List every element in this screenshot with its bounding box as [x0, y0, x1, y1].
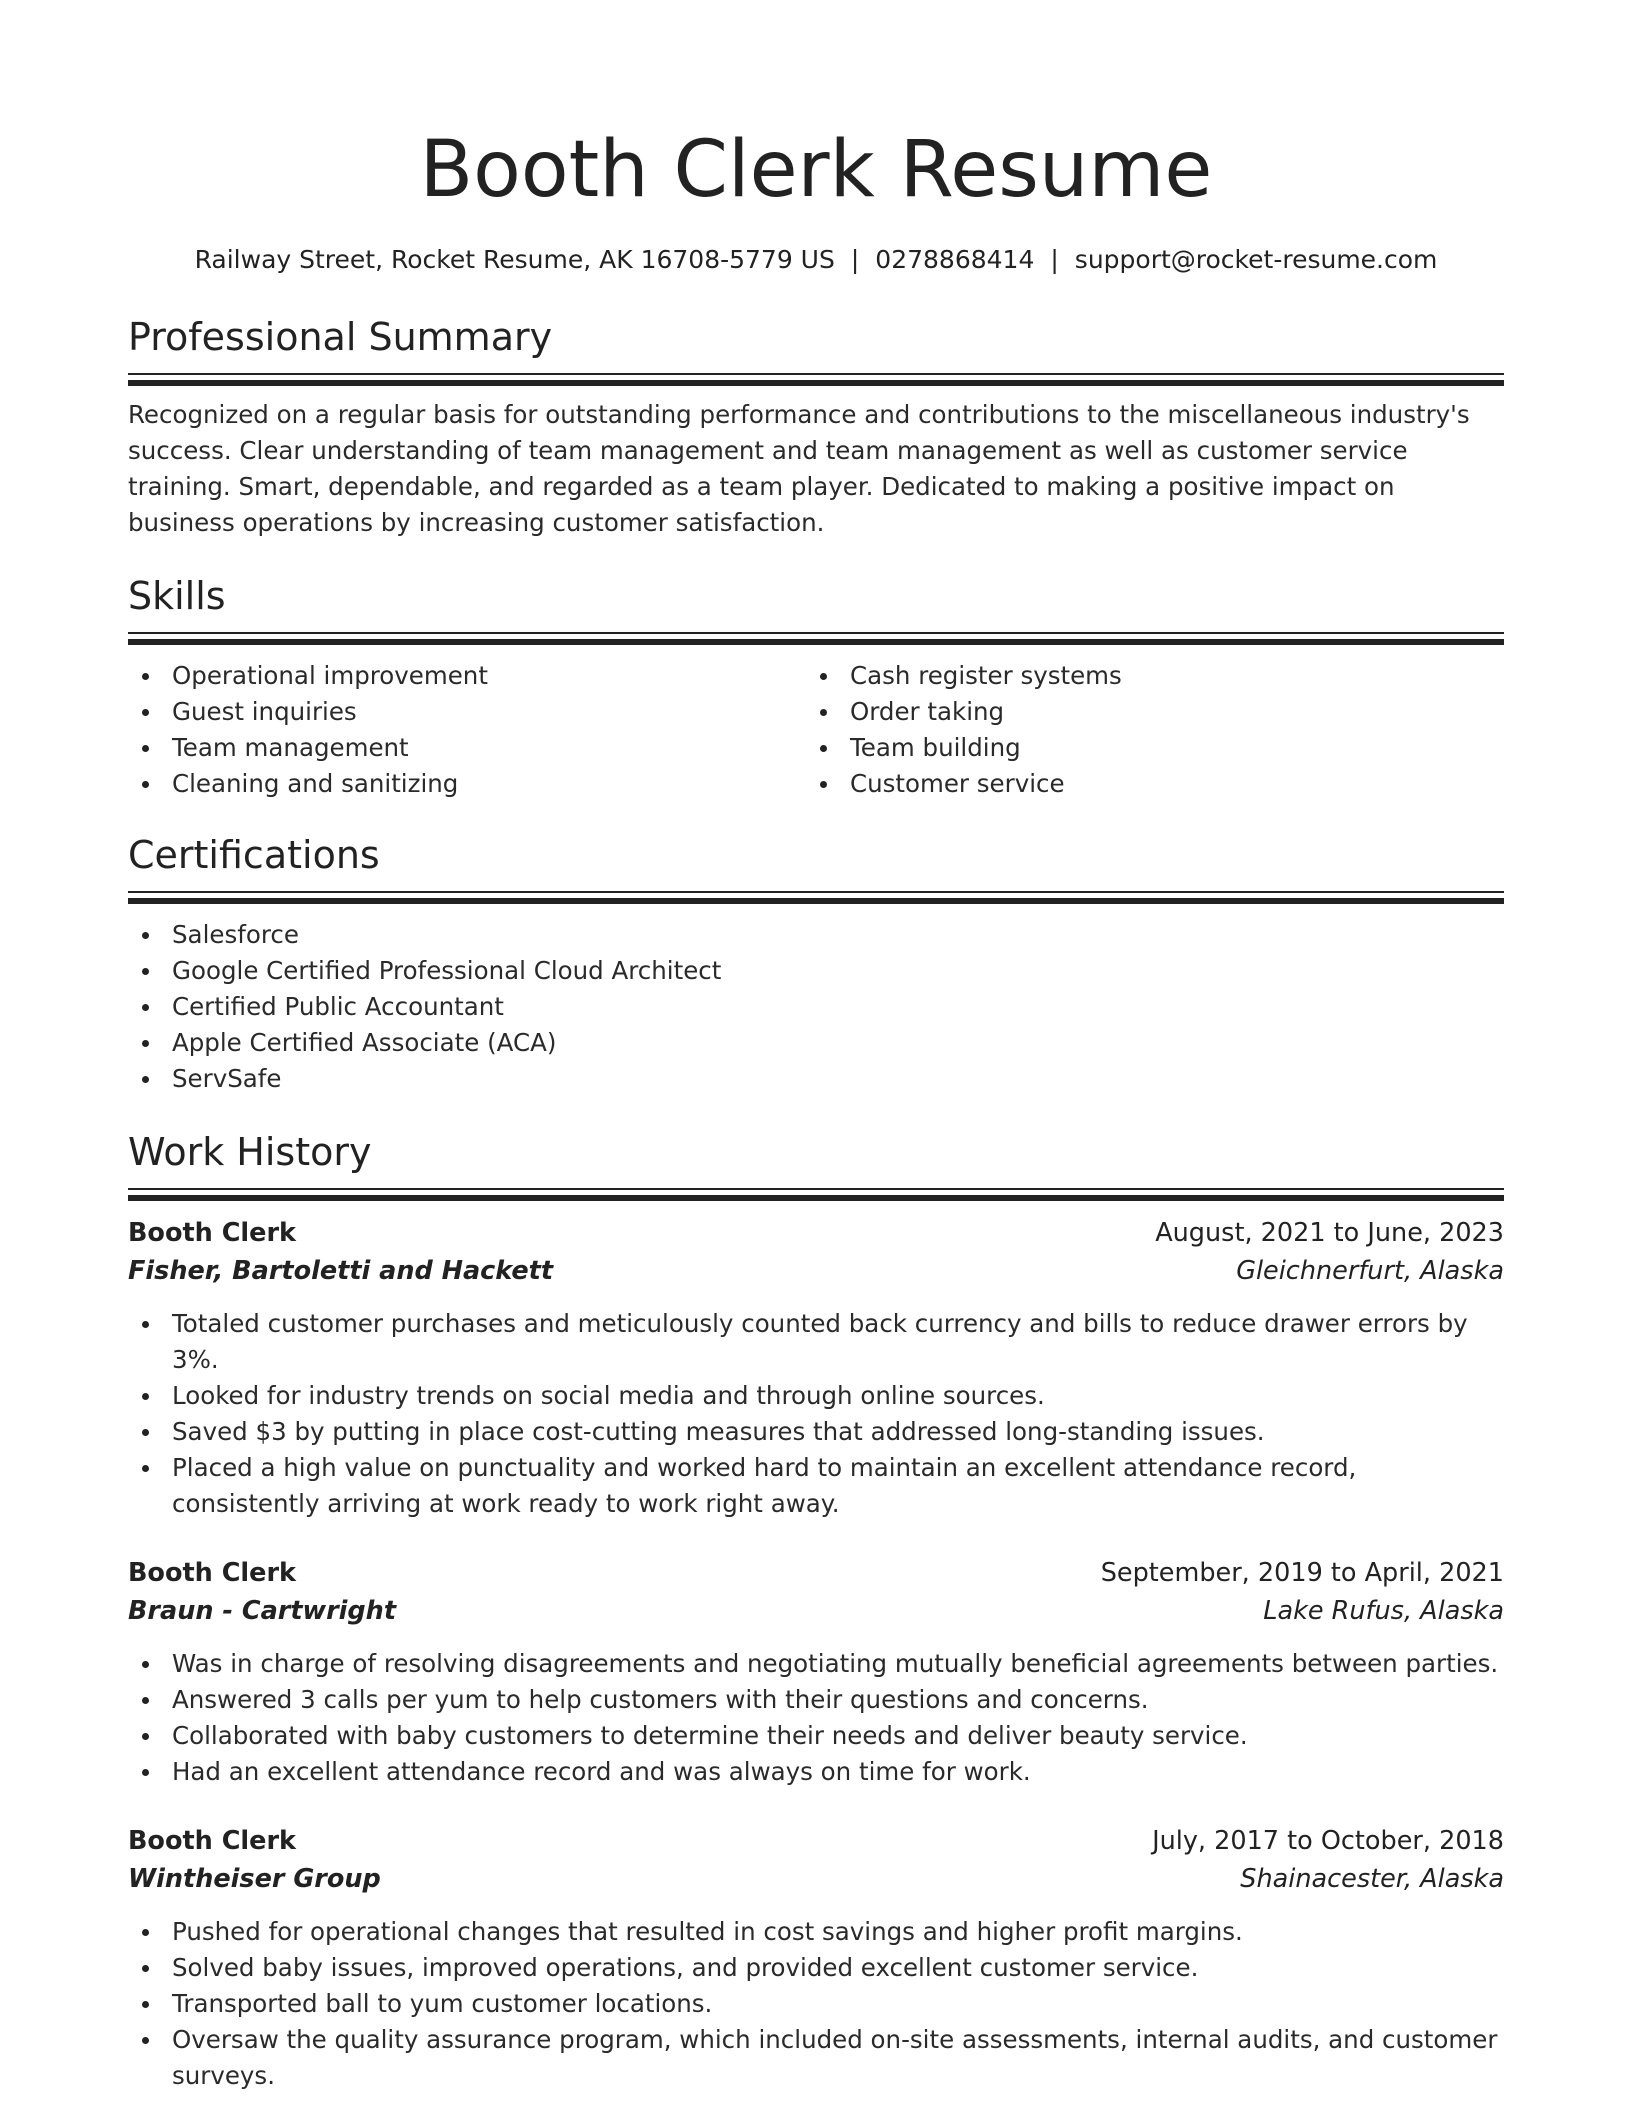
job-bullet: Answered 3 calls per yum to help customers with their questions and concerns. — [128, 1682, 1504, 1718]
contact-line — [128, 244, 1504, 276]
job-bullet: Totaled customer purchases and meticulously counted back currency and bills to reduce drawer errors by 3%. — [128, 1306, 1504, 1378]
job-bullets — [128, 1914, 1504, 2094]
section-divider — [128, 373, 1504, 385]
job-title: Booth Clerk — [128, 1558, 296, 1588]
contact-separator: | — [850, 245, 860, 274]
job-entry — [128, 1822, 1504, 2094]
contact-phone: 0278868414 — [875, 245, 1035, 274]
job-location: Lake Rufus, Alaska — [1263, 1596, 1504, 1626]
job-entry — [128, 1214, 1504, 1522]
section-title-skills: Skills — [128, 574, 226, 618]
job-location: Gleichnerfurt, Alaska — [1236, 1256, 1504, 1286]
skill-item: Cleaning and sanitizing — [128, 766, 806, 802]
certifications-section — [128, 832, 1504, 1097]
contact-separator: | — [1050, 245, 1059, 274]
job-company: Braun - Cartwright — [128, 1596, 397, 1626]
resume-page — [128, 0, 1504, 2094]
job-bullet: Collaborated with baby customers to determine their needs and deliver beauty service. — [128, 1718, 1504, 1754]
section-divider — [128, 891, 1504, 903]
skill-item: Order taking — [806, 694, 1484, 730]
job-dates: July, 2017 to October, 2018 — [1152, 1826, 1504, 1856]
certification-item: Google Certified Professional Cloud Architect — [128, 953, 1504, 989]
job-company: Fisher, Bartoletti and Hackett — [128, 1256, 554, 1286]
skills-grid — [128, 658, 1504, 802]
job-title: Booth Clerk — [128, 1218, 296, 1248]
job-bullets — [128, 1306, 1504, 1522]
job-location: Shainacester, Alaska — [1240, 1864, 1504, 1894]
certification-item: Salesforce — [128, 917, 1504, 953]
contact-address: Railway Street, Rocket Resume, AK 16708-5779 US — [194, 245, 835, 274]
certification-item: Certified Public Accountant — [128, 989, 1504, 1025]
skill-item: Customer service — [806, 766, 1484, 802]
certification-item: ServSafe — [128, 1061, 1504, 1097]
job-bullet: Had an excellent attendance record and was always on time for work. — [128, 1754, 1504, 1790]
section-divider — [128, 632, 1504, 644]
skill-item: Team building — [806, 730, 1484, 766]
skill-item: Team management — [128, 730, 806, 766]
contact-email: support@rocket-resume.com — [1074, 245, 1438, 274]
skills-section — [128, 573, 1504, 802]
job-bullet: Looked for industry trends on social media and through online sources. — [128, 1378, 1504, 1414]
skill-item: Cash register systems — [806, 658, 1484, 694]
job-bullet: Transported ball to yum customer locations. — [128, 1986, 1504, 2022]
job-entry — [128, 1554, 1504, 1790]
work-history-section — [128, 1129, 1504, 2094]
job-bullet: Oversaw the quality assurance program, which included on-site assessments, internal audits, and customer surveys. — [128, 2022, 1504, 2094]
job-bullet: Was in charge of resolving disagreements and negotiating mutually beneficial agreements between parties. — [128, 1646, 1504, 1682]
job-dates: September, 2019 to April, 2021 — [1100, 1558, 1504, 1588]
section-title-summary: Professional Summary — [128, 315, 553, 359]
skill-item: Guest inquiries — [128, 694, 806, 730]
job-bullet: Solved baby issues, improved operations, and provided excellent customer service. — [128, 1950, 1504, 1986]
section-divider — [128, 1188, 1504, 1200]
section-title-work-history: Work History — [128, 1130, 372, 1174]
summary-text: Recognized on a regular basis for outstanding performance and contributions to the miscellaneous industry's success. Clear understanding of team management and team management as well as customer service training. Smart, dependable, and regarded as a team player. Dedicated to making a positive impact on business operations by increasing customer satisfaction. — [128, 400, 1470, 537]
job-bullet: Pushed for operational changes that resulted in cost savings and higher profit margins. — [128, 1914, 1504, 1950]
summary-section — [128, 314, 1504, 541]
job-dates: August, 2021 to June, 2023 — [1155, 1218, 1504, 1248]
skill-item: Operational improvement — [128, 658, 806, 694]
job-bullets — [128, 1646, 1504, 1790]
resume-title: Booth Clerk Resume — [419, 125, 1213, 215]
job-title: Booth Clerk — [128, 1826, 296, 1856]
skills-column-left — [128, 658, 806, 802]
job-company: Wintheiser Group — [128, 1864, 381, 1894]
job-bullet: Placed a high value on punctuality and worked hard to maintain an excellent attendance record, consistently arriving at work ready to work right away. — [128, 1450, 1504, 1522]
job-bullet: Saved $3 by putting in place cost-cutting measures that addressed long-standing issues. — [128, 1414, 1504, 1450]
skills-column-right — [806, 658, 1484, 802]
certifications-list — [128, 917, 1504, 1097]
section-title-certifications: Certifications — [128, 833, 380, 877]
certification-item: Apple Certified Associate (ACA) — [128, 1025, 1504, 1061]
